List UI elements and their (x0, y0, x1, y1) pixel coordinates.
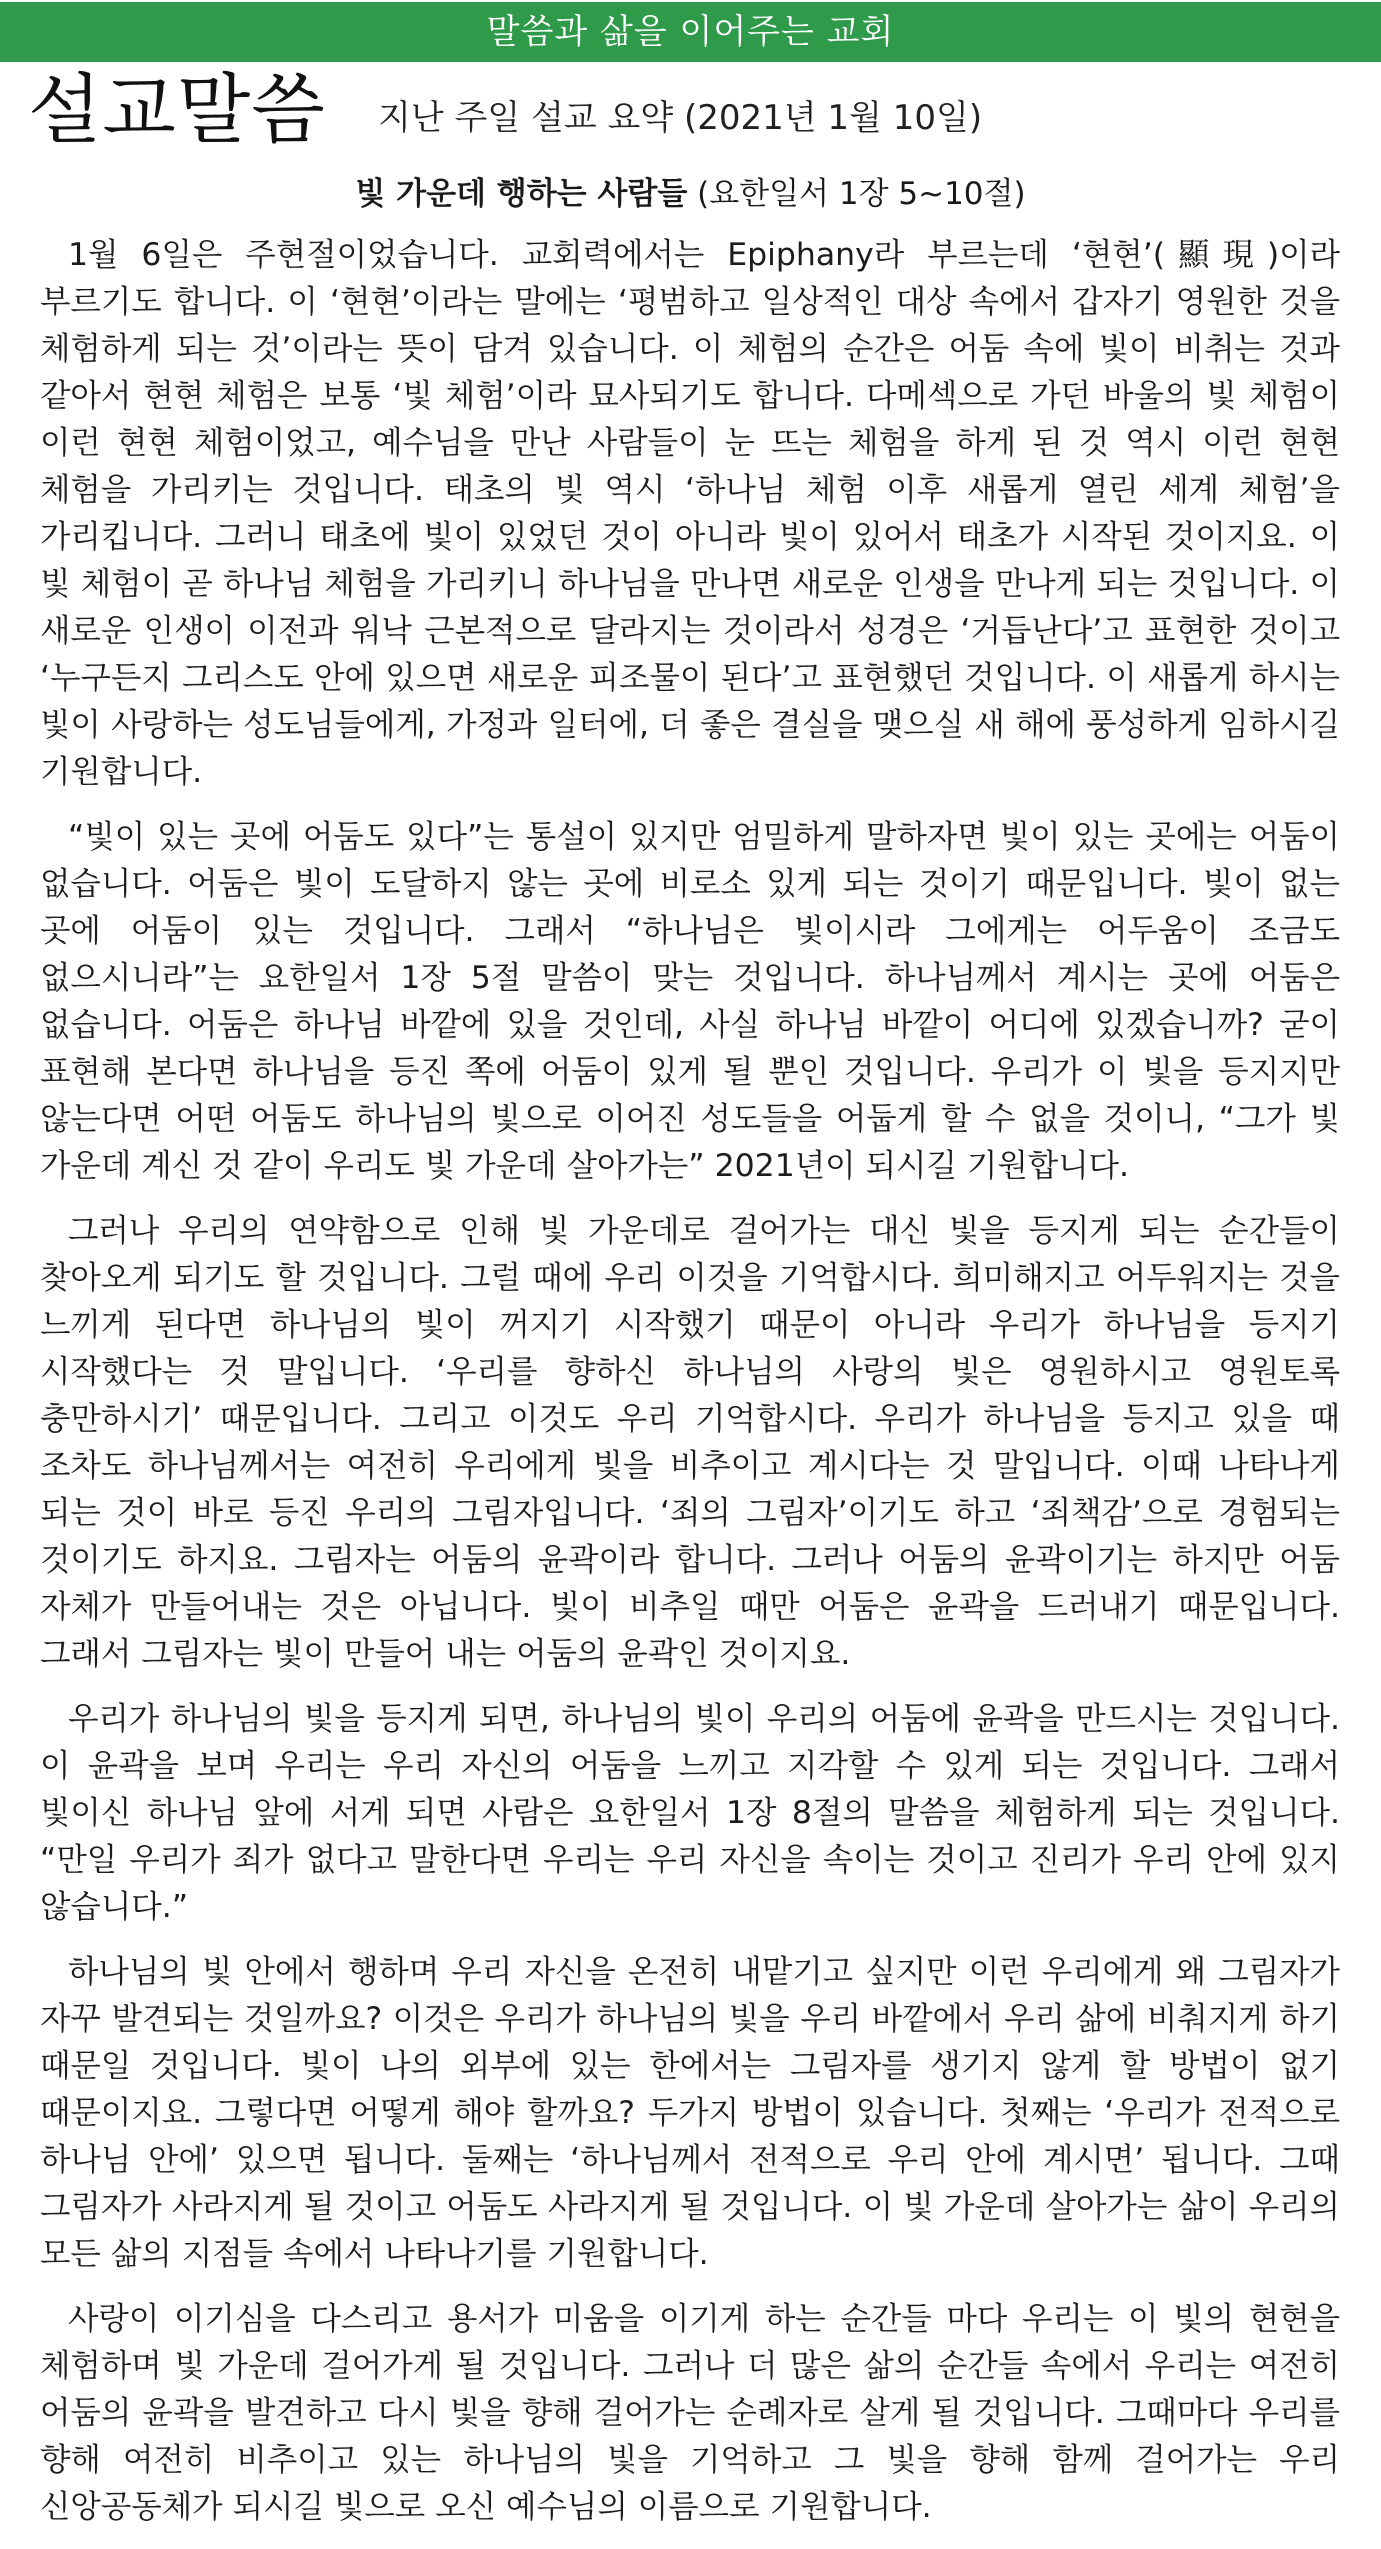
sermon-reference: (요한일서 1장 5~10절) (687, 176, 1026, 212)
paragraph-6: 사랑이 이기심을 다스리고 용서가 미움을 이기게 하는 순간들 마다 우리는 이 빛의 현현을 체험하며 빛 가운데 걸어가게 될 것입니다. 그러나 더 많은 삶의 순간들 속에서 우리는 여전히 어둠의 윤곽을 발견하고 다시 빛을 향해 걸어가는 순례자로 살게 될 것입니다. 그때마다 우리를 향해 여전히 비추이고 있는 하나님의 빛을 기억하고 그 빛을 향해 함께 걸어가는 우리 신앙공동체가 되시길 빛으로 오신 예수님의 이름으로 기원합니다. (40, 2301, 1340, 2525)
church-banner (0, 2, 1381, 62)
sermon-title: 빛 가운데 행하는 사람들 (355, 176, 688, 212)
sermon-body (40, 232, 1340, 2549)
page-subtitle: 지난 주일 설교 요약 (2021년 1월 10일) (378, 98, 983, 138)
banner-text: 말씀과 삶을 이어주는 교회 (486, 12, 895, 52)
paragraph-1: 1월 6일은 주현절이었습니다. 교회력에서는 Epiphany라 부르는데 ‘현현’(顯現)이라 부르기도 합니다. 이 ‘현현’이라는 말에는 ‘평범하고 일상적인 대상 속에서 갑자기 영원한 것을 체험하게 되는 것’이라는 뜻이 담겨 있습니다. 이 체험의 순간은 어둠 속에 빛이 비취는 것과 같아서 현현 체험은 보통 ‘빛 체험’이라 묘사되기도 합니다. 다메섹으로 가던 바울의 빛 체험이 이런 현현 체험이었고, 예수님을 만난 사람들이 눈 뜨는 체험을 하게 된 것 역시 이런 현현 체험을 가리키는 것입니다. 태초의 빛 역시 ‘하나님 체험 이후 새롭게 열린 세계 체험’을 가리킵니다. 그러니 태초에 빛이 있었던 것이 아니라 빛이 있어서 태초가 시작된 것이지요. 이 빛 체험이 곧 하나님 체험을 가리키니 하나님을 만나면 새로운 인생을 만나게 되는 것입니다. 이 새로운 인생이 이전과 워낙 근본적으로 달라지는 것이라서 성경은 ‘거듭난다’고 표현한 것이고 ‘누구든지 그리스도 안에 있으면 새로운 피조물이 된다’고 표현했던 것입니다. 이 새롭게 하시는 빛이 사랑하는 성도님들에게, 가정과 일터에, 더 좋은 결실을 맺으실 새 해에 풍성하게 임하시길 기원합니다. (40, 237, 1340, 790)
page-header (28, 66, 1358, 156)
paragraph-3: 그러나 우리의 연약함으로 인해 빛 가운데로 걸어가는 대신 빛을 등지게 되는 순간들이 찾아오게 되기도 할 것입니다. 그럴 때에 우리 이것을 기억합시다. 희미해지고 어두워지는 것을 느끼게 된다면 하나님의 빛이 꺼지기 시작했기 때문이 아니라 우리가 하나님을 등지기 시작했다는 것 말입니다. ‘우리를 향하신 하나님의 사랑의 빛은 영원하시고 영원토록 충만하시기’ 때문입니다. 그리고 이것도 우리 기억합시다. 우리가 하나님을 등지고 있을 때 조차도 하나님께서는 여전히 우리에게 빛을 비추이고 계시다는 것 말입니다. 이때 나타나게 되는 것이 바로 등진 우리의 그림자입니다. ‘죄의 그림자’이기도 하고 ‘죄책감’으로 경험되는 것이기도 하지요. 그림자는 어둠의 윤곽이라 합니다. 그러나 어둠의 윤곽이기는 하지만 어둠 자체가 만들어내는 것은 아닙니다. 빛이 비추일 때만 어둠은 윤곽을 드러내기 때문입니다. 그래서 그림자는 빛이 만들어 내는 어둠의 윤곽인 것이지요. (40, 1213, 1340, 1672)
paragraph-5: 하나님의 빛 안에서 행하며 우리 자신을 온전히 내맡기고 싶지만 이런 우리에게 왜 그림자가 자꾸 발견되는 것일까요? 이것은 우리가 하나님의 빛을 우리 바깥에서 우리 삶에 비춰지게 하기 때문일 것입니다. 빛이 나의 외부에 있는 한에서는 그림자를 생기지 않게 할 방법이 없기 때문이지요. 그렇다면 어떻게 해야 할까요? 두가지 방법이 있습니다. 첫째는 ‘우리가 전적으로 하나님 안에’ 있으면 됩니다. 둘째는 ‘하나님께서 전적으로 우리 안에 계시면’ 됩니다. 그때 그림자가 사라지게 될 것이고 어둠도 사라지게 될 것입니다. 이 빛 가운데 살아가는 삶이 우리의 모든 삶의 지점들 속에서 나타나기를 기원합니다. (40, 1954, 1340, 2272)
paragraph-4: 우리가 하나님의 빛을 등지게 되면, 하나님의 빛이 우리의 어둠에 윤곽을 만드시는 것입니다. 이 윤곽을 보며 우리는 우리 자신의 어둠을 느끼고 지각할 수 있게 되는 것입니다. 그래서 빛이신 하나님 앞에 서게 되면 사람은 요한일서 1장 8절의 말씀을 체험하게 되는 것입니다. “만일 우리가 죄가 없다고 말한다면 우리는 우리 자신을 속이는 것이고 진리가 우리 안에 있지 않습니다.” (40, 1701, 1340, 1925)
paragraph-2: “빛이 있는 곳에 어둠도 있다”는 통설이 있지만 엄밀하게 말하자면 빛이 있는 곳에는 어둠이 없습니다. 어둠은 빛이 도달하지 않는 곳에 비로소 있게 되는 것이기 때문입니다. 빛이 없는 곳에 어둠이 있는 것입니다. 그래서 “하나님은 빛이시라 그에게는 어두움이 조금도 없으시니라”는 요한일서 1장 5절 말씀이 맞는 것입니다. 하나님께서 계시는 곳에 어둠은 없습니다. 어둠은 하나님 바깥에 있을 것인데, 사실 하나님 바깥이 어디에 있겠습니까? 굳이 표현해 본다면 하나님을 등진 쪽에 어둠이 있게 될 뿐인 것입니다. 우리가 이 빛을 등지지만 않는다면 어떤 어둠도 하나님의 빛으로 이어진 성도들을 어둡게 할 수 없을 것이니, “그가 빛 가운데 계신 것 같이 우리도 빛 가운데 살아가는” 2021년이 되시길 기원합니다. (40, 819, 1340, 1184)
sermon-heading (0, 172, 1381, 216)
page-title: 설교말씀 (28, 65, 326, 154)
